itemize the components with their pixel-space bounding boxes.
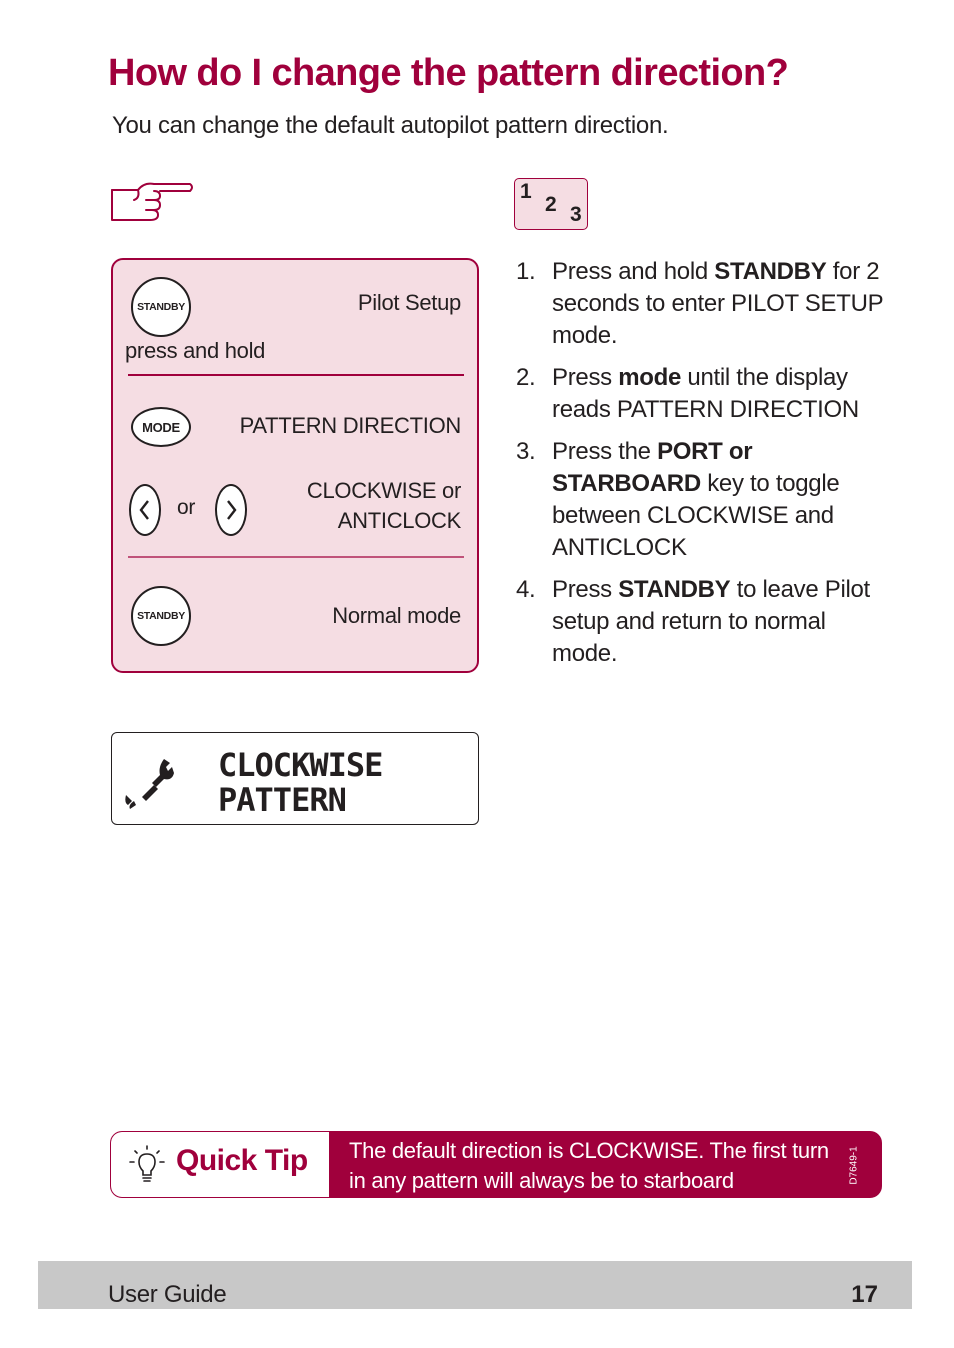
lightbulb-icon [127,1144,167,1186]
step-text: key to toggle between CLOCKWISE and ANTICLOCK [552,470,840,561]
instruction-step-1 [514,256,884,352]
step-text: until the display reads PATTERN DIRECTION [552,364,859,423]
pattern-direction-label: PATTERN DIRECTION [239,413,461,438]
clockwise-or-text: CLOCKWISE or [306,478,461,503]
quick-tip-heading-area [111,1132,329,1197]
instruction-step-3 [514,436,884,564]
step-number: 3. [516,438,536,465]
panel-divider [128,374,464,376]
standby-key: STANDBY [131,277,191,337]
step-key-name: mode [618,364,682,391]
step-text: Press [552,364,619,391]
step-number: 1. [516,258,536,285]
pilot-setup-label: Pilot Setup [357,290,461,315]
step-key-name: STANDBY [714,258,827,285]
press-hold-note: press and hold [125,338,266,363]
quick-tip-heading: Quick Tip [176,1144,308,1177]
step-text: Press the [552,438,658,465]
steps-icon-1: 1 [520,180,532,203]
page-title: How do I change the pattern direction? [108,52,789,94]
numbered-steps-icon [514,178,588,230]
step-text: to leave Pilot setup and return to normal mode. [552,576,870,667]
lcd-display [111,732,479,825]
step-text: Press [552,576,619,603]
step-text: Press and hold [552,258,715,285]
clockwise-anticlock-label [307,476,461,536]
step-text: for 2 seconds to enter PILOT SETUP mode. [552,258,883,349]
quick-tip-text: The default direction is CLOCKWISE. The first turn in any pattern will always be to starboard [349,1138,829,1193]
chevron-left-icon [138,499,152,521]
starboard-key [215,484,247,536]
steps-icon-2: 2 [545,193,557,216]
instruction-list [514,256,884,680]
page-subtitle: You can change the default autopilot pattern direction. [112,112,669,139]
drawing-reference: D7649-1 [848,1146,860,1185]
step-key-name: PORT or STARBOARD [552,438,753,497]
quick-tip-box [110,1131,882,1198]
page-footer [38,1261,912,1309]
page-number: 17 [851,1281,878,1308]
lcd-line-2: PATTERN [218,781,346,819]
port-key [129,484,161,536]
pointing-hand-icon [110,178,194,224]
step-number: 4. [516,576,536,603]
chevron-right-icon [224,499,238,521]
standby-key: STANDBY [131,586,191,646]
instruction-step-4 [514,574,884,670]
footer-label: User Guide [108,1281,227,1308]
lcd-line-1: CLOCKWISE [218,746,383,784]
anticlock-text: ANTICLOCK [337,508,461,533]
key-sequence-panel [111,258,479,673]
steps-icon-3: 3 [570,203,582,226]
or-label: or [177,496,196,519]
mode-key: MODE [131,407,191,447]
panel-divider [128,556,464,558]
step-key-name: STANDBY [618,576,731,603]
wrench-icon [120,755,176,811]
normal-mode-label: Normal mode [332,603,461,628]
instruction-step-2 [514,362,884,426]
step-number: 2. [516,364,536,391]
